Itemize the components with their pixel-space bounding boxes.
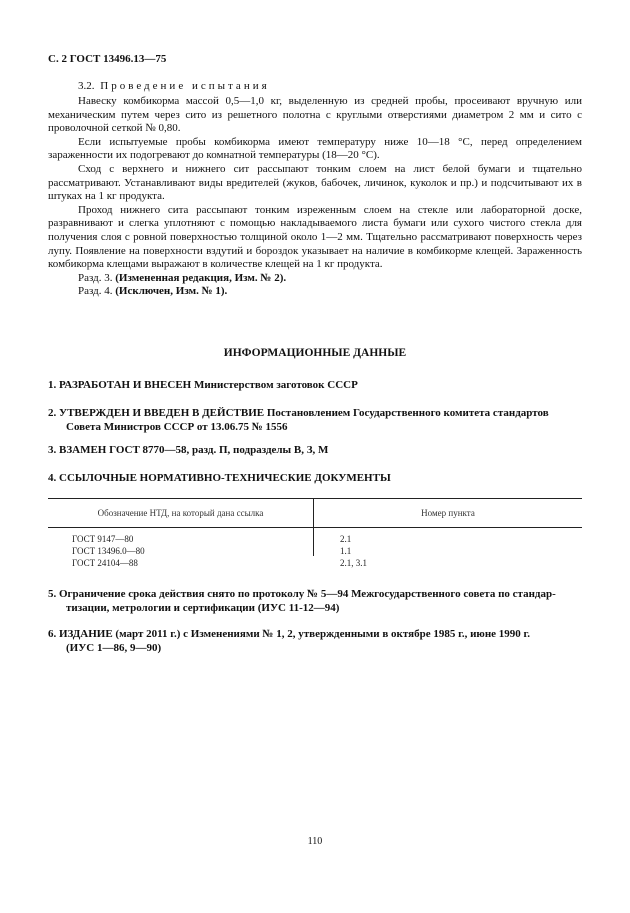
info-item-references: 4. ССЫЛОЧНЫЕ НОРМАТИВНО-ТЕХНИЧЕСКИЕ ДОКУМЕНТЫ [48,472,391,484]
info-item-restriction-line2: тизации, метрологии и сертификации (ИУС 11-12—94) [66,602,340,614]
table-row [48,558,582,569]
table-top-rule [48,498,582,499]
info-item-approved-line1: 2. УТВЕРЖДЕН И ВВЕДЕН В ДЕЙСТВИЕ Постановлением Государственного комитета стандартов [48,407,549,419]
paragraph: Сход с верхнего и нижнего сит рассыпают тонким слоем на лист белой бумаги и тщательно рассматривают. Устанавливают виды вредителей (жуков, бабочек, личинок, куколок и пр.) и подсчитывают их в штуках на 1 кг продукта. [48,162,582,203]
info-item-approved-line2: Совета Министров СССР от 13.06.75 № 1556 [66,421,288,433]
paragraph: Навеску комбикорма массой 0,5—1,0 кг, выделенную из средней пробы, просеивают вручную или механическим путем через сито из решетного полотна с круглыми отверстиями диаметром 2 мм и сито с проволочной сеткой № 0,80. [48,95,582,135]
section-body [48,95,582,299]
section-heading [78,80,270,92]
paragraph: Проход нижнего сита рассыпают тонким изреженным слоем на стекле или лабораторной доске, разравнивают и слегка уплотняют с помощью накладываемого листа бумаги или сухого чистого стекла для получения слоя с ровной поверхностью толщиной около 1—2 мм. Тщательно рассматривают поверхность через лупу. Появление на поверхности вздутий и бороздок указывает на наличие в комбикорме клещей. Зараженность комбикорма клещами выражают в количестве клещей на 1 кг продукта. [48,203,582,271]
section-number: 3.2. [78,80,95,92]
amendment-note [48,272,582,286]
table-cell-doc: ГОСТ 24104—88 [72,558,138,568]
info-item-edition-line1: 6. ИЗДАНИЕ (март 2011 г.) с Изменениями № 1, 2, утвержденными в октябре 1985 г., июне 1990 г. [48,628,531,640]
table-cell-clause: 1.1 [340,546,352,556]
section-title: Проведение испытания [100,80,270,92]
info-item-developed: 1. РАЗРАБОТАН И ВНЕСЕН Министерством заготовок СССР [48,379,358,391]
amendment-text: (Исключен, Изм. № 1). [115,285,228,298]
info-item-replaces: 3. ВЗАМЕН ГОСТ 8770—58, разд. П, подразделы В, З, М [48,444,329,456]
page-number: 110 [307,836,323,847]
table-cell-clause: 2.1 [340,534,352,544]
info-item-edition-line2: (ИУС 1—86, 9—90) [66,642,162,654]
table-cell-doc: ГОСТ 13496.0—80 [72,546,145,556]
paragraph: Если испытуемые пробы комбикорма имеют температуру ниже 10—18 °С, перед определением зараженности их подогревают до комнатной температуры (18—20 °С). [48,135,582,162]
table-row [48,546,582,557]
table-cell-clause: 2.1, 3.1 [340,558,367,568]
amendment-prefix: Разд. 4. [78,285,113,298]
table-cell-doc: ГОСТ 9147—80 [72,534,134,544]
info-item-restriction-line1: 5. Ограничение срока действия снято по протоколу № 5—94 Межгосударственного совета по стандар- [48,588,556,600]
amendment-prefix: Разд. 3. [78,271,113,284]
info-item-edition [48,627,588,655]
table-header-clause: Номер пункта [421,508,475,518]
table-row [48,534,582,545]
amendment-note [48,285,582,299]
page-header: С. 2 ГОСТ 13496.13—75 [48,53,167,65]
table-header-doc: Обозначение НТД, на который дана ссылка [97,508,264,518]
table-header-rule [48,527,582,528]
amendment-text: (Измененная редакция, Изм. № 2). [115,271,287,284]
info-section-title: ИНФОРМАЦИОННЫЕ ДАННЫЕ [223,347,407,359]
info-item-restriction [48,587,588,615]
info-item-approved [48,406,588,434]
